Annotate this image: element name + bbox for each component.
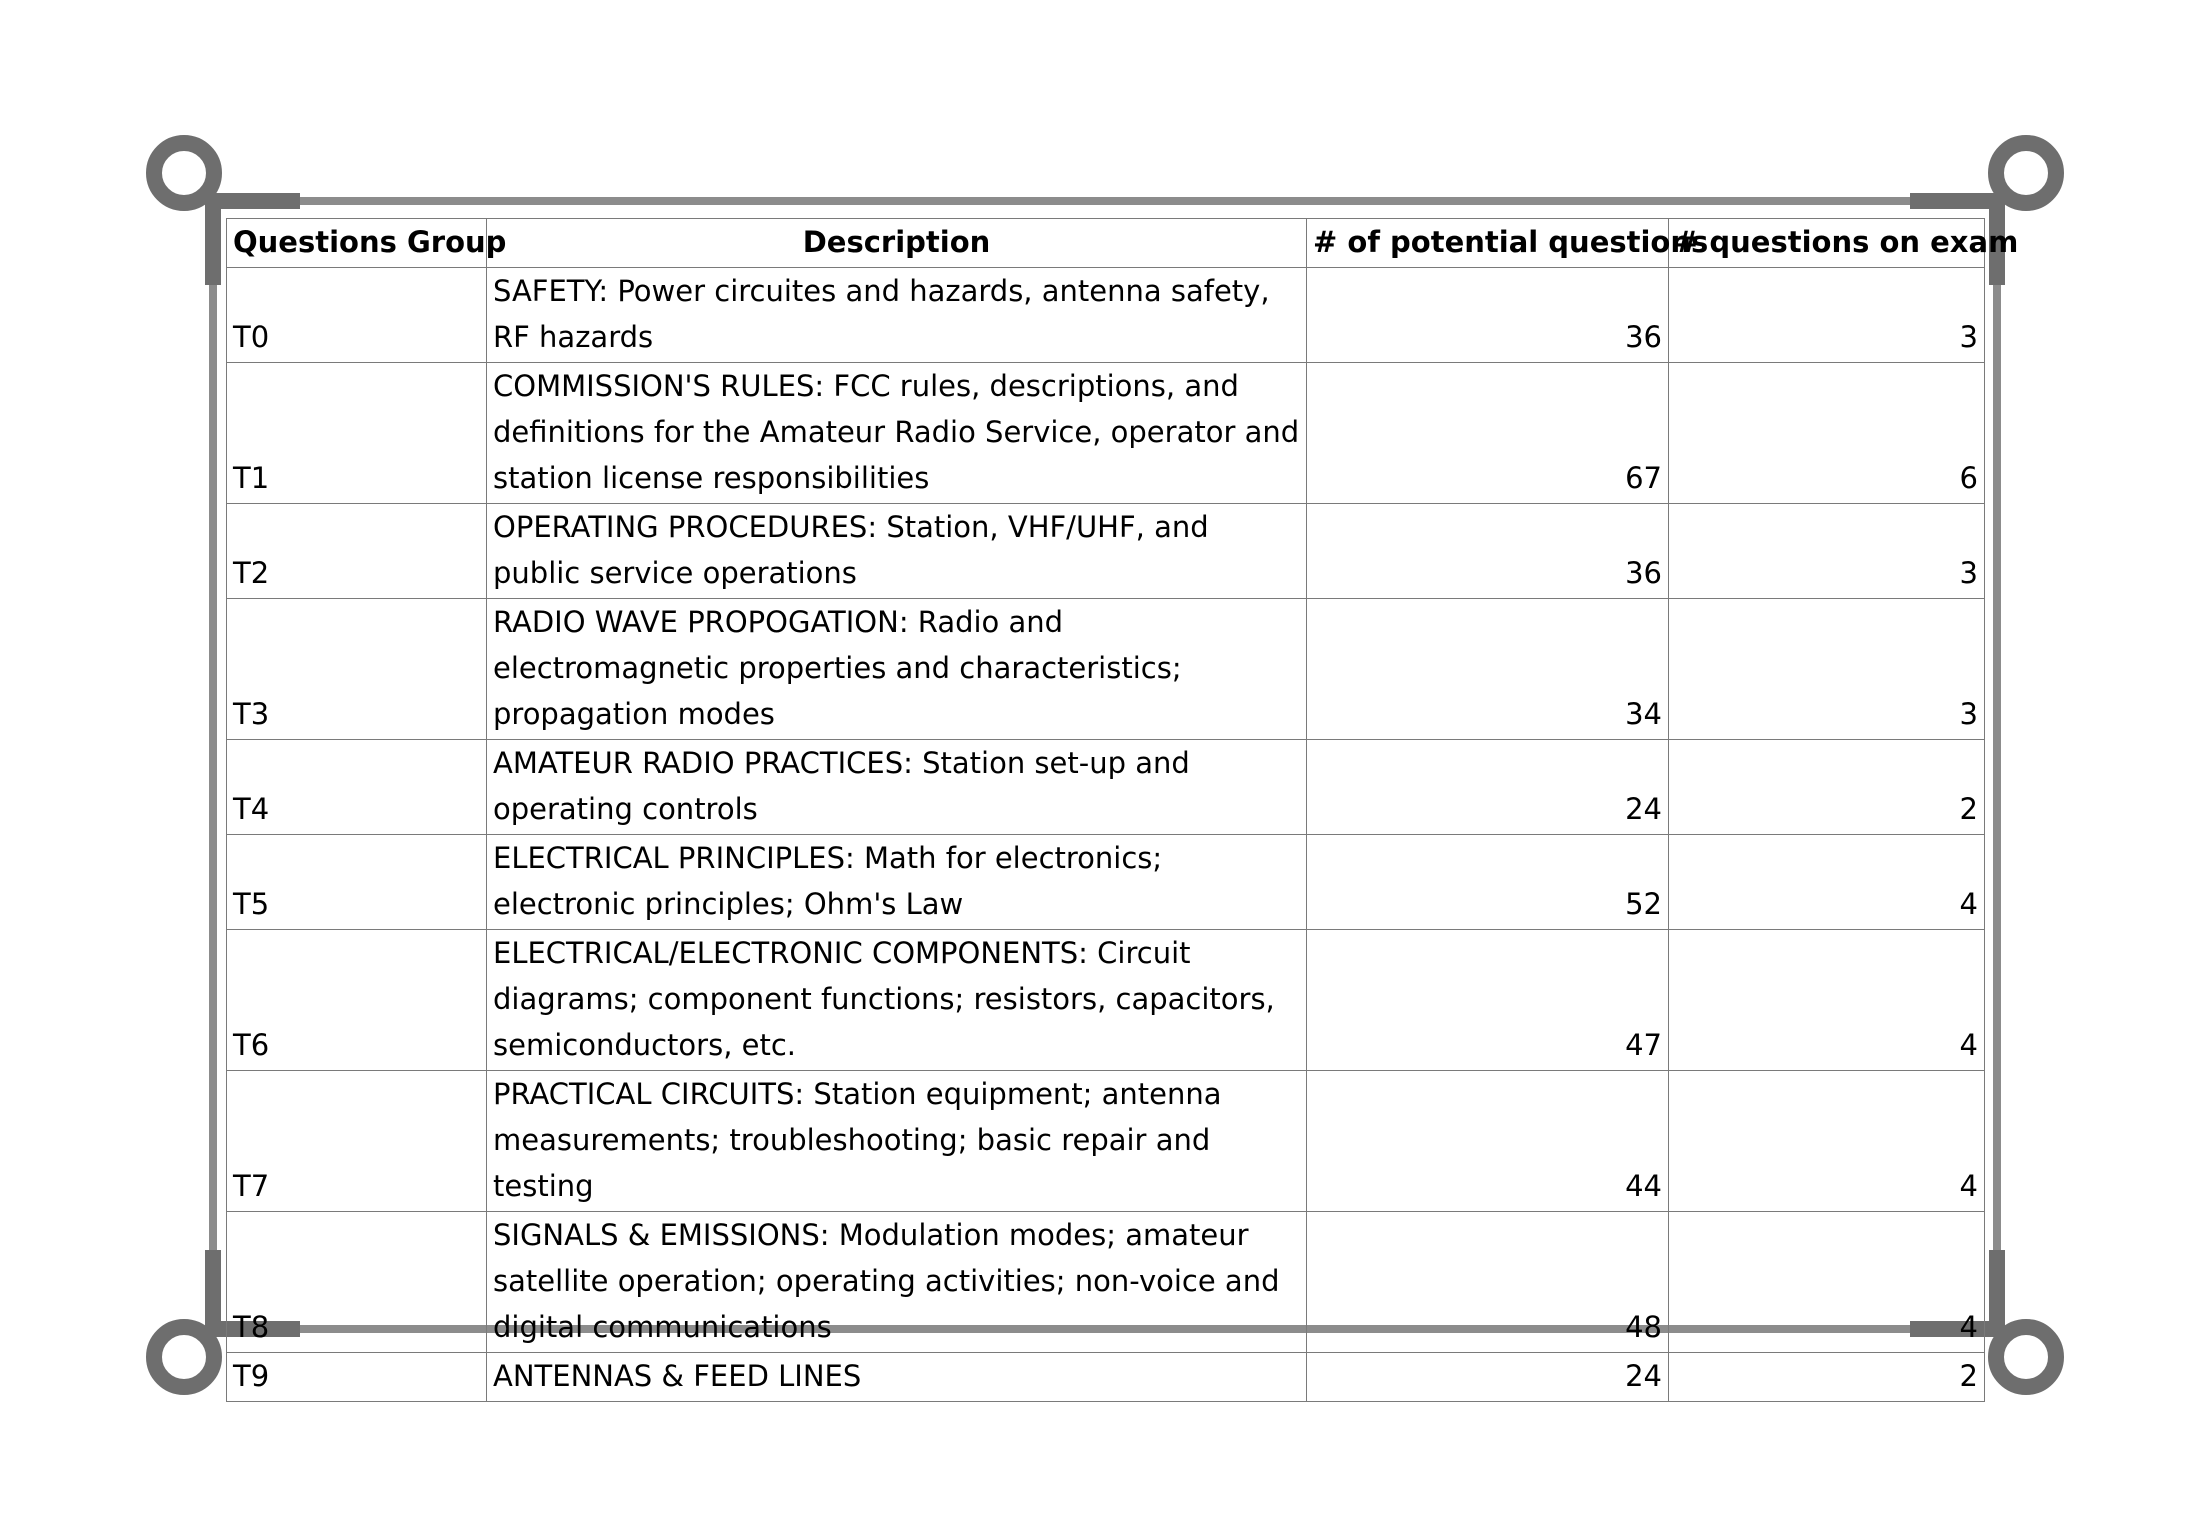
cell-potential: 36 xyxy=(1307,268,1669,363)
cell-exam: 4 xyxy=(1669,1071,1985,1212)
header-questions-group: Questions Group xyxy=(227,219,487,268)
cell-exam: 3 xyxy=(1669,599,1985,740)
cell-group: T3 xyxy=(227,599,487,740)
table-row xyxy=(227,1212,1985,1353)
cell-potential: 47 xyxy=(1307,930,1669,1071)
cell-exam: 2 xyxy=(1669,740,1985,835)
cell-group: T0 xyxy=(227,268,487,363)
table-row xyxy=(227,740,1985,835)
table-row xyxy=(227,268,1985,363)
cell-exam: 4 xyxy=(1669,835,1985,930)
cell-exam: 4 xyxy=(1669,930,1985,1071)
cell-potential: 36 xyxy=(1307,504,1669,599)
cell-exam: 3 xyxy=(1669,268,1985,363)
header-description: Description xyxy=(487,219,1307,268)
cell-group: T6 xyxy=(227,930,487,1071)
header-potential-questions: # of potential questions xyxy=(1307,219,1669,268)
cell-description: PRACTICAL CIRCUITS: Station equipment; antenna measurements; troubleshooting; basic repair and testing xyxy=(487,1071,1307,1212)
cell-group: T1 xyxy=(227,363,487,504)
table-row xyxy=(227,504,1985,599)
table-header-row xyxy=(227,219,1985,268)
table-row xyxy=(227,599,1985,740)
cell-group: T4 xyxy=(227,740,487,835)
cell-description: COMMISSION'S RULES: FCC rules, descriptions, and definitions for the Amateur Radio Service, operator and station license responsibilities xyxy=(487,363,1307,504)
cell-exam: 3 xyxy=(1669,504,1985,599)
cell-description: ELECTRICAL/ELECTRONIC COMPONENTS: Circuit diagrams; component functions; resistors, capacitors, semiconductors, etc. xyxy=(487,930,1307,1071)
cell-group: T5 xyxy=(227,835,487,930)
table-row xyxy=(227,1353,1985,1402)
cell-description: SIGNALS & EMISSIONS: Modulation modes; amateur satellite operation; operating activities; non-voice and digital communications xyxy=(487,1212,1307,1353)
exam-questions-table xyxy=(226,218,2019,1402)
cell-potential: 34 xyxy=(1307,599,1669,740)
cell-potential: 44 xyxy=(1307,1071,1669,1212)
cell-potential: 24 xyxy=(1307,740,1669,835)
cell-potential: 52 xyxy=(1307,835,1669,930)
cell-exam: 6 xyxy=(1669,363,1985,504)
cell-exam: 2 xyxy=(1669,1353,1985,1402)
cell-group: T9 xyxy=(227,1353,487,1402)
table-row xyxy=(227,363,1985,504)
cell-description: SAFETY: Power circuites and hazards, antenna safety, RF hazards xyxy=(487,268,1307,363)
cell-group: T7 xyxy=(227,1071,487,1212)
cell-description: RADIO WAVE PROPOGATION: Radio and electromagnetic properties and characteristics; propagation modes xyxy=(487,599,1307,740)
cell-group: T8 xyxy=(227,1212,487,1353)
table-row xyxy=(227,835,1985,930)
cell-potential: 67 xyxy=(1307,363,1669,504)
cell-group: T2 xyxy=(227,504,487,599)
cell-description: OPERATING PROCEDURES: Station, VHF/UHF, and public service operations xyxy=(487,504,1307,599)
cell-description: ANTENNAS & FEED LINES xyxy=(487,1353,1307,1402)
table-row xyxy=(227,1071,1985,1212)
cell-potential: 24 xyxy=(1307,1353,1669,1402)
cell-description: ELECTRICAL PRINCIPLES: Math for electronics; electronic principles; Ohm's Law xyxy=(487,835,1307,930)
header-questions-on-exam: # questions on exam xyxy=(1669,219,1985,268)
cell-potential: 48 xyxy=(1307,1212,1669,1353)
cell-exam: 4 xyxy=(1669,1212,1985,1353)
cell-description: AMATEUR RADIO PRACTICES: Station set-up and operating controls xyxy=(487,740,1307,835)
table-row xyxy=(227,930,1985,1071)
